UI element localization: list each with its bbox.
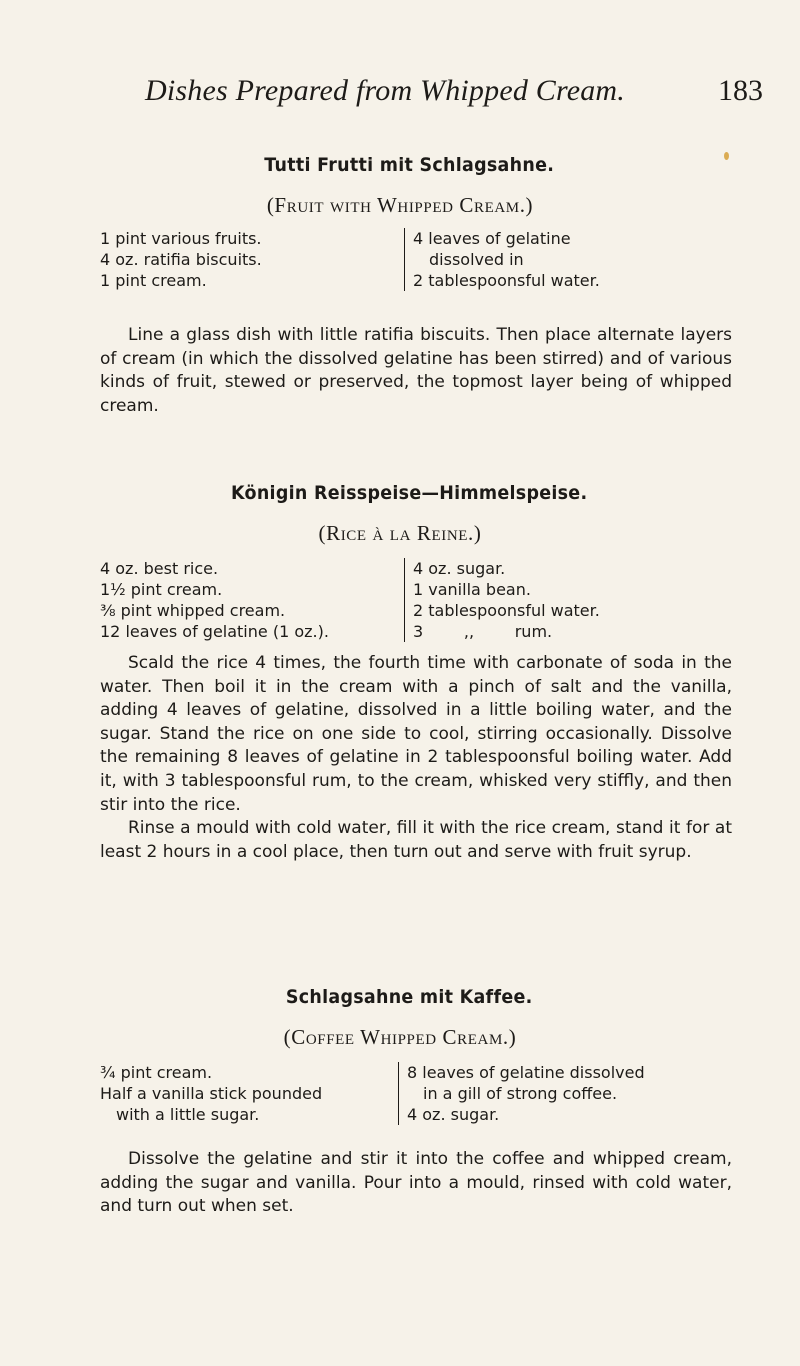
running-head (145, 74, 775, 114)
ingredients-left-column (100, 558, 329, 642)
ingredient-item: 4 leaves of gelatine (413, 229, 571, 248)
recipe-instructions (100, 1148, 732, 1219)
ingredient-item: 8 leaves of gelatine dissolved (407, 1063, 645, 1082)
ingredient-list (0, 554, 800, 641)
ingredient-list (0, 1058, 800, 1130)
recipe-subtitle: (Fruit with Whipped Cream.) (266, 193, 534, 217)
ingredient-item: ⅜ pint whipped cream. (100, 601, 286, 620)
ingredient-item: 4 oz. sugar. (413, 559, 506, 578)
page-number: 183 (718, 74, 763, 107)
recipe-subtitle: (Rice à la Reine.) (318, 521, 482, 545)
running-head-title: Dishes Prepared from Whipped Cream. (145, 74, 625, 107)
ingredient-item: 4 oz. ratifia biscuits. (100, 250, 262, 269)
ingredient-item: with a little sugar. (116, 1105, 260, 1124)
ingredients-right-column (404, 558, 600, 642)
ingredient-item: 12 leaves of gelatine (1 oz.). (100, 622, 329, 641)
ingredient-item: 1½ pint cream. (100, 580, 223, 599)
ingredient-item: 2 tablespoonsful water. (413, 271, 600, 290)
ingredients-right-column (404, 228, 600, 291)
ingredient-item: dissolved in (429, 250, 524, 269)
ingredients-right-column (398, 1062, 645, 1125)
ingredient-item: 2 tablespoonsful water. (413, 601, 600, 620)
recipe-instructions (100, 652, 732, 864)
ingredient-item: Half a vanilla stick pounded (100, 1084, 323, 1103)
recipe-title: Schlagsahne mit Kaffee. (285, 986, 533, 1008)
ingredient-item: 4 oz. sugar. (407, 1105, 500, 1124)
instruction-paragraph: Rinse a mould with cold water, fill it with the rice cream, stand it for at least 2 hours in a cool place, then turn out and serve with fruit syrup. (100, 818, 732, 862)
ingredient-item: 4 oz. best rice. (100, 559, 219, 578)
recipe-title: Tutti Frutti mit Schlagsahne. (264, 154, 555, 176)
recipe-coffee-whipped-cream (0, 982, 800, 1217)
ingredient-item: 1 pint various fruits. (100, 229, 262, 248)
ingredient-item: in a gill of strong coffee. (423, 1084, 618, 1103)
instruction-paragraph: Line a glass dish with little ratifia biscuits. Then place alternate layers of cream (in which the dissolved gelatine has been stirred) and of various kinds of fruit, stewed or preserved, the topmost layer being of whipped cream. (100, 325, 732, 416)
ingredient-item: 3 ,, rum. (413, 622, 553, 641)
ingredient-item: 1 pint cream. (100, 271, 207, 290)
ingredient-item: ¾ pint cream. (100, 1063, 213, 1082)
ingredient-list (0, 224, 800, 308)
instruction-paragraph: Scald the rice 4 times, the fourth time with carbonate of soda in the water. Then boil it in the cream with a pinch of salt and the vanilla, adding 4 leaves of gelatine, dissolved in a little boiling water, and the sugar. Stand the rice on one side to cool, stirring occasionally. Dissolve the remaining 8 leaves of gelatine in 2 tablespoonsful boiling water. Add it, with 3 tablespoonsful rum, to the cream, whisked very stiffly, and then stir into the rice. (100, 653, 732, 815)
recipe-instructions (100, 324, 732, 418)
recipe-rice-a-la-reine (0, 478, 800, 862)
recipe-title: Königin Reisspeise—Himmelspeise. (231, 482, 588, 504)
recipe-tutti-frutti (0, 150, 800, 416)
ingredient-item: 1 vanilla bean. (413, 580, 531, 599)
ingredients-left-column (100, 1062, 322, 1125)
recipe-subtitle: (Coffee Whipped Cream.) (283, 1025, 517, 1049)
ingredients-left-column (100, 228, 262, 291)
instruction-paragraph: Dissolve the gelatine and stir it into the coffee and whipped cream, adding the sugar and vanilla. Pour into a mould, rinsed with cold water, and turn out when set. (100, 1149, 732, 1217)
